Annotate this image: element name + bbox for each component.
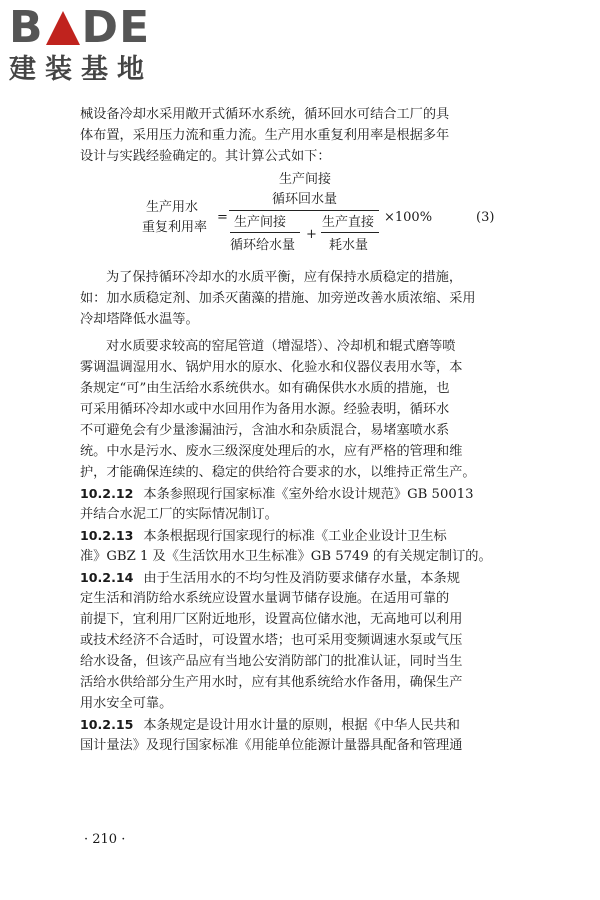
logo-subtitle: 建装基地 bbox=[9, 54, 153, 85]
text-line: 雾调温调湿用水、锅炉用水的原水、化验水和仪器仪表用水等，本 bbox=[80, 360, 463, 375]
formula-times-percent: ×100% bbox=[384, 210, 433, 225]
text-line: 或技术经济不合适时，可设置水塔；也可采用变频调速水泵或气压 bbox=[80, 633, 463, 648]
document-body bbox=[80, 104, 508, 756]
formula-plus: + bbox=[306, 227, 317, 242]
text-line: 可采用循环冷却水或中水回用作为备用水源。经验表明，循环水 bbox=[80, 402, 450, 417]
section-number: 10.2.12 bbox=[80, 486, 134, 501]
text-line: 统。中水是污水、废水三级深度处理后的水，应有严格的管理和维 bbox=[80, 444, 463, 459]
logo-wordmark bbox=[9, 4, 179, 52]
text-line: 国计量法》及现行国家标准《用能单位能源计量器具配备和管理通 bbox=[80, 738, 463, 753]
text-line: 如：加水质稳定剂、加杀灭菌藻的措施、加旁逆改善水质浓缩、采用 bbox=[80, 291, 476, 306]
formula-frac1-denominator: 循环给水量 bbox=[230, 238, 296, 253]
section-number: 10.2.14 bbox=[80, 570, 134, 585]
formula-frac1-numerator: 生产间接 bbox=[234, 215, 287, 230]
text-line: 活给水供给部分生产用水时，应有其他系统给水作备用，确保生产 bbox=[80, 675, 463, 690]
paragraph-2 bbox=[80, 267, 508, 330]
formula-main-fraction-bar bbox=[229, 210, 379, 211]
section-10-2-15 bbox=[80, 714, 508, 756]
paragraph-3 bbox=[80, 336, 508, 483]
section-10-2-14 bbox=[80, 567, 508, 714]
text-line: 本条规定是设计用水计量的原则，根据《中华人民共和 bbox=[143, 718, 460, 733]
text-line: 用水安全可靠。 bbox=[80, 696, 173, 711]
text-line: 定生活和消防给水系统应设置水量调节储存设施。在适用可靠的 bbox=[80, 591, 450, 606]
section-10-2-13 bbox=[80, 525, 508, 567]
text-line: 护，才能确保连续的、稳定的供给符合要求的水，以维持正常生产。 bbox=[80, 465, 476, 480]
text-line: 准》GBZ 1 及《生活饮用水卫生标准》GB 5749 的有关规定制订的。 bbox=[80, 549, 492, 564]
text-line: 条规定“可”由生活给水系统供水。如有确保供水水质的措施，也 bbox=[80, 381, 450, 396]
formula-top-denominator: 循环回水量 bbox=[272, 192, 338, 207]
formula-lhs-line1: 生产用水 bbox=[146, 200, 199, 215]
formula-3 bbox=[80, 169, 508, 261]
text-line: 不可避免会有少量渗漏油污，含油水和杂质混合，易堵塞喷水系 bbox=[80, 423, 450, 438]
text-line: 给水设备，但该产品应有当地公安消防部门的批准认证，同时当生 bbox=[80, 654, 463, 669]
formula-frac2-bar bbox=[321, 232, 379, 233]
section-number: 10.2.15 bbox=[80, 717, 134, 732]
formula-frac2-denominator: 耗水量 bbox=[329, 238, 369, 253]
text-line: 为了保持循环冷却水的水质平衡，应有保持水质稳定的措施， bbox=[106, 270, 463, 285]
text-line: 本条根据现行国家现行的标准《工业企业设计卫生标 bbox=[143, 529, 447, 544]
section-number: 10.2.13 bbox=[80, 528, 134, 543]
text-line: 由于生活用水的不均匀性及消防要求储存水量，本条规 bbox=[143, 571, 460, 586]
logo bbox=[9, 4, 179, 86]
logo-letter-b: B bbox=[9, 2, 44, 53]
text-line: 前提下，宜利用厂区附近地形，设置高位储水池，无高地可以利用 bbox=[80, 612, 463, 627]
logo-letters-de: DE bbox=[81, 2, 151, 53]
formula-lhs-line2: 重复利用率 bbox=[142, 220, 208, 235]
formula-frac1-bar bbox=[230, 232, 300, 233]
text-line: 械设备冷却水采用敞开式循环水系统，循环回水可结合工厂的具 bbox=[80, 107, 450, 122]
text-line: 体布置，采用压力流和重力流。生产用水重复利用率是根据多年 bbox=[80, 128, 450, 143]
logo-triangle-a-icon bbox=[46, 11, 80, 45]
section-10-2-12 bbox=[80, 483, 508, 525]
page-number: · 210 · bbox=[84, 832, 126, 847]
formula-frac2-numerator: 生产直接 bbox=[322, 215, 375, 230]
text-line: 对水质要求较高的窑尾管道（增湿塔）、冷却机和辊式磨等喷 bbox=[106, 339, 456, 354]
paragraph-1 bbox=[80, 104, 508, 167]
text-line: 本条参照现行国家标准《室外给水设计规范》GB 50013 bbox=[143, 487, 474, 502]
text-line: 并结合水泥工厂的实际情况制订。 bbox=[80, 507, 278, 522]
formula-equation-number: (3) bbox=[476, 210, 495, 225]
text-line: 设计与实践经验确定的。其计算公式如下： bbox=[80, 149, 331, 164]
formula-equals: = bbox=[217, 210, 228, 225]
text-line: 冷却塔降低水温等。 bbox=[80, 312, 199, 327]
formula-top-numerator: 生产间接 bbox=[279, 172, 332, 187]
